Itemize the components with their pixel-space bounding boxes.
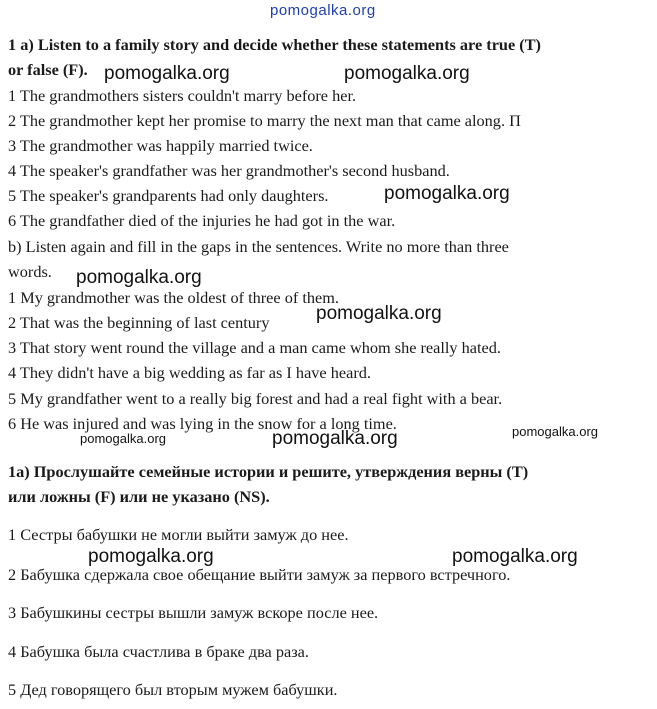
ru-heading-cont: или ложны (F) или не указано (NS). (8, 487, 270, 506)
watermark: pomogalka.org (344, 63, 470, 84)
ru-statement-1: 1 Сестры бабушки не могли выйти замуж до нее. (8, 525, 349, 544)
ru-statement-4: 4 Бабушка была счастлива в браке два раза. (8, 642, 309, 661)
watermark: pomogalka.org (104, 63, 230, 84)
ru-statement-2: 2 Бабушка сдержала свое обещание выйти замуж за первого встречного. (8, 565, 511, 584)
statement-4: 4 The speaker's grandfather was her grandmother's second husband. (8, 161, 450, 180)
task-a-heading: 1 a) Listen to a family story and decide whether these statements are true (T) (8, 35, 541, 54)
sentence-5: 5 My grandfather went to a really big forest and had a real fight with a bear. (8, 389, 503, 408)
statement-5: 5 The speaker's grandparents had only daughters. (8, 186, 329, 205)
sentence-1: 1 My grandmother was the oldest of three of them. (8, 288, 339, 307)
task-b-instruction-cont: words. (8, 262, 52, 281)
watermark: pomogalka.org (88, 546, 214, 567)
statement-3: 3 The grandmother was happily married twice. (8, 136, 313, 155)
watermark: pomogalka.org (452, 546, 578, 567)
sentence-6: 6 He was injured and was lying in the snow for a long time. (8, 414, 397, 433)
watermark: pomogalka.org (512, 424, 598, 439)
sentence-3: 3 That story went round the village and a man came whom she really hated. (8, 338, 501, 357)
watermark: pomogalka.org (76, 267, 202, 288)
task-a-heading-cont: or false (F). (8, 60, 88, 79)
task-b-instruction: b) Listen again and fill in the gaps in the sentences. Write no more than three (8, 237, 509, 256)
sentence-4: 4 They didn't have a big wedding as far as I have heard. (8, 363, 371, 382)
watermark: pomogalka.org (80, 431, 166, 446)
statement-2: 2 The grandmother kept her promise to marry the next man that came along. П (8, 111, 521, 130)
statement-6: 6 The grandfather died of the injuries he had got in the war. (8, 211, 396, 230)
watermark: pomogalka.org (316, 303, 442, 324)
ru-statement-5: 5 Дед говорящего был вторым мужем бабушки. (8, 680, 338, 699)
statement-1: 1 The grandmothers sisters couldn't marry before her. (8, 86, 357, 105)
watermark: pomogalka.org (272, 428, 398, 449)
header-watermark: pomogalka.org (270, 2, 376, 19)
watermark: pomogalka.org (384, 183, 510, 204)
ru-statement-3: 3 Бабушкины сестры вышли замуж вскоре после нее. (8, 603, 379, 622)
ru-heading: 1a) Прослушайте семейные истории и решите, утверждения верны (T) (8, 462, 529, 481)
sentence-2: 2 That was the beginning of last century (8, 313, 270, 332)
